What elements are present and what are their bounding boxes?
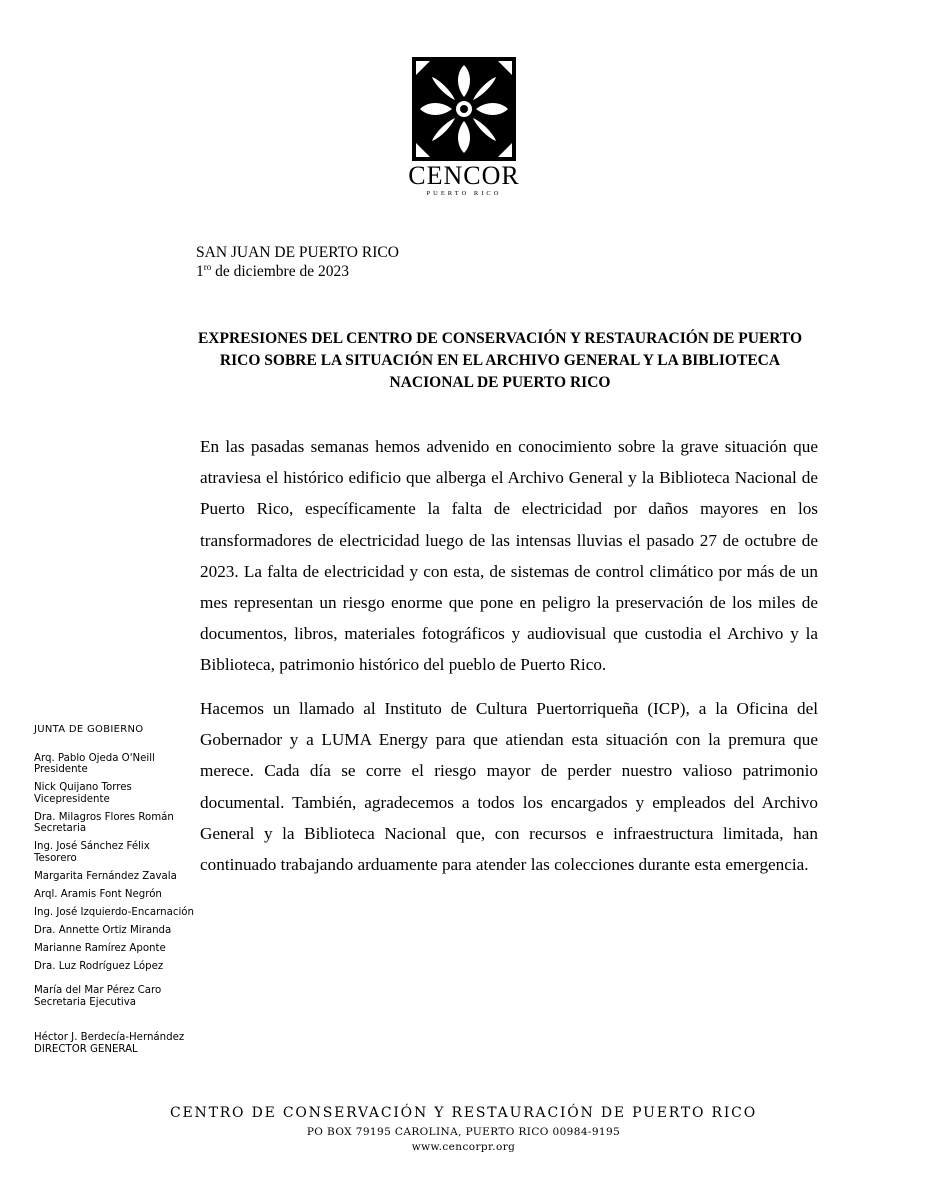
document-title: EXPRESIONES DEL CENTRO DE CONSERVACIÓN Y RESTAURACIÓN DE PUERTO RICO SOBRE LA SITUACIÓN EN EL ARCHIVO GENERAL Y LA BIBLIOTECA NACIONAL DE PUERTO RICO <box>197 330 803 391</box>
board-member <box>34 753 234 776</box>
member-role: Secretaria <box>34 823 87 834</box>
board-member <box>34 907 234 919</box>
member-name: Ing. José Sánchez Félix <box>34 841 150 852</box>
board-member <box>34 943 234 955</box>
footer-org-name: CENTRO DE CONSERVACIÓN Y RESTAURACIÓN DE PUERTO RICO <box>170 1105 757 1121</box>
member-role: Tesorero <box>34 852 77 864</box>
board-member <box>34 961 234 973</box>
board-member <box>34 871 234 883</box>
board-member <box>34 812 234 835</box>
member-name: Marianne Ramírez Aponte <box>34 942 166 954</box>
member-name: Dra. Luz Rodríguez López <box>34 960 164 972</box>
executive-secretary <box>34 985 234 1008</box>
member-name: María del Mar Pérez Caro <box>34 985 162 996</box>
board-of-directors <box>34 724 234 1062</box>
date-day: 1 <box>196 263 204 280</box>
body-paragraph-2: Hacemos un llamado al Instituto de Cultura Puertorriqueña (ICP), a la Oficina del Gobernador y a LUMA Energy para que atiendan esta situación con la premura que merece. Cada día se corre el riesgo mayor de perder nuestro valioso patrimonio documental. También, agradecemos a todos los encargados y empleados del Archivo General y la Biblioteca Nacional que, con recursos e infraestructura limitada, han continuado trabajando arduamente para atender las colecciones durante esta emergencia. <box>200 699 818 875</box>
member-role: Presidente <box>34 764 88 775</box>
board-member <box>34 925 234 937</box>
member-name: Arql. Aramis Font Negrón <box>34 888 162 900</box>
footer-website[interactable]: www.cencorpr.org <box>411 1141 516 1153</box>
date-rest: de diciembre de 2023 <box>211 263 349 280</box>
member-role: DIRECTOR GENERAL <box>34 1043 138 1055</box>
member-name: Nick Quijano Torres <box>34 782 132 793</box>
member-name: Arq. Pablo Ojeda O'Neill <box>34 752 155 764</box>
board-member <box>34 782 234 805</box>
cencor-logo-emblem <box>412 57 516 161</box>
member-name: Dra. Milagros Flores Román <box>34 811 174 823</box>
date-day-suffix: ro <box>203 262 212 272</box>
member-name: Margarita Fernández Zavala <box>34 870 177 882</box>
footer-address: PO BOX 79195 CAROLINA, PUERTO RICO 00984-9195 <box>306 1126 621 1138</box>
member-role: Secretaria Ejecutiva <box>34 996 136 1008</box>
board-member <box>34 889 234 901</box>
board-heading: JUNTA DE GOBIERNO <box>34 724 144 735</box>
member-role: Vicepresidente <box>34 793 110 805</box>
logo-wordmark: CENCOR <box>408 161 520 190</box>
logo-subtitle: PUERTO RICO <box>426 190 502 197</box>
board-member <box>34 841 234 864</box>
dateline-date <box>196 262 399 281</box>
member-name: Dra. Annette Ortiz Miranda <box>34 924 172 936</box>
body-paragraph-1: En las pasadas semanas hemos advenido en conocimiento sobre la grave situación que atraviesa el histórico edificio que alberga el Archivo General y la Biblioteca Nacional de Puerto Rico, específicamente la falta de electricidad por daños mayores en los transformadores de electricidad luego de las intensas lluvias el pasado 27 de octubre de 2023. La falta de electricidad y con esta, de sistemas de control climático por más de un mes representan un riesgo enorme que pone en peligro la preservación de los miles de documentos, libros, materiales fotográficos y audiovisual que custodia el Archivo y la Biblioteca, patrimonio histórico del pueblo de Puerto Rico. <box>200 437 818 675</box>
member-name: Ing. José Izquierdo-Encarnación <box>34 906 194 918</box>
member-name: Héctor J. Berdecía-Hernández <box>34 1032 185 1043</box>
general-director <box>34 1032 234 1055</box>
dateline <box>196 243 399 281</box>
dateline-place: SAN JUAN DE PUERTO RICO <box>196 244 399 261</box>
